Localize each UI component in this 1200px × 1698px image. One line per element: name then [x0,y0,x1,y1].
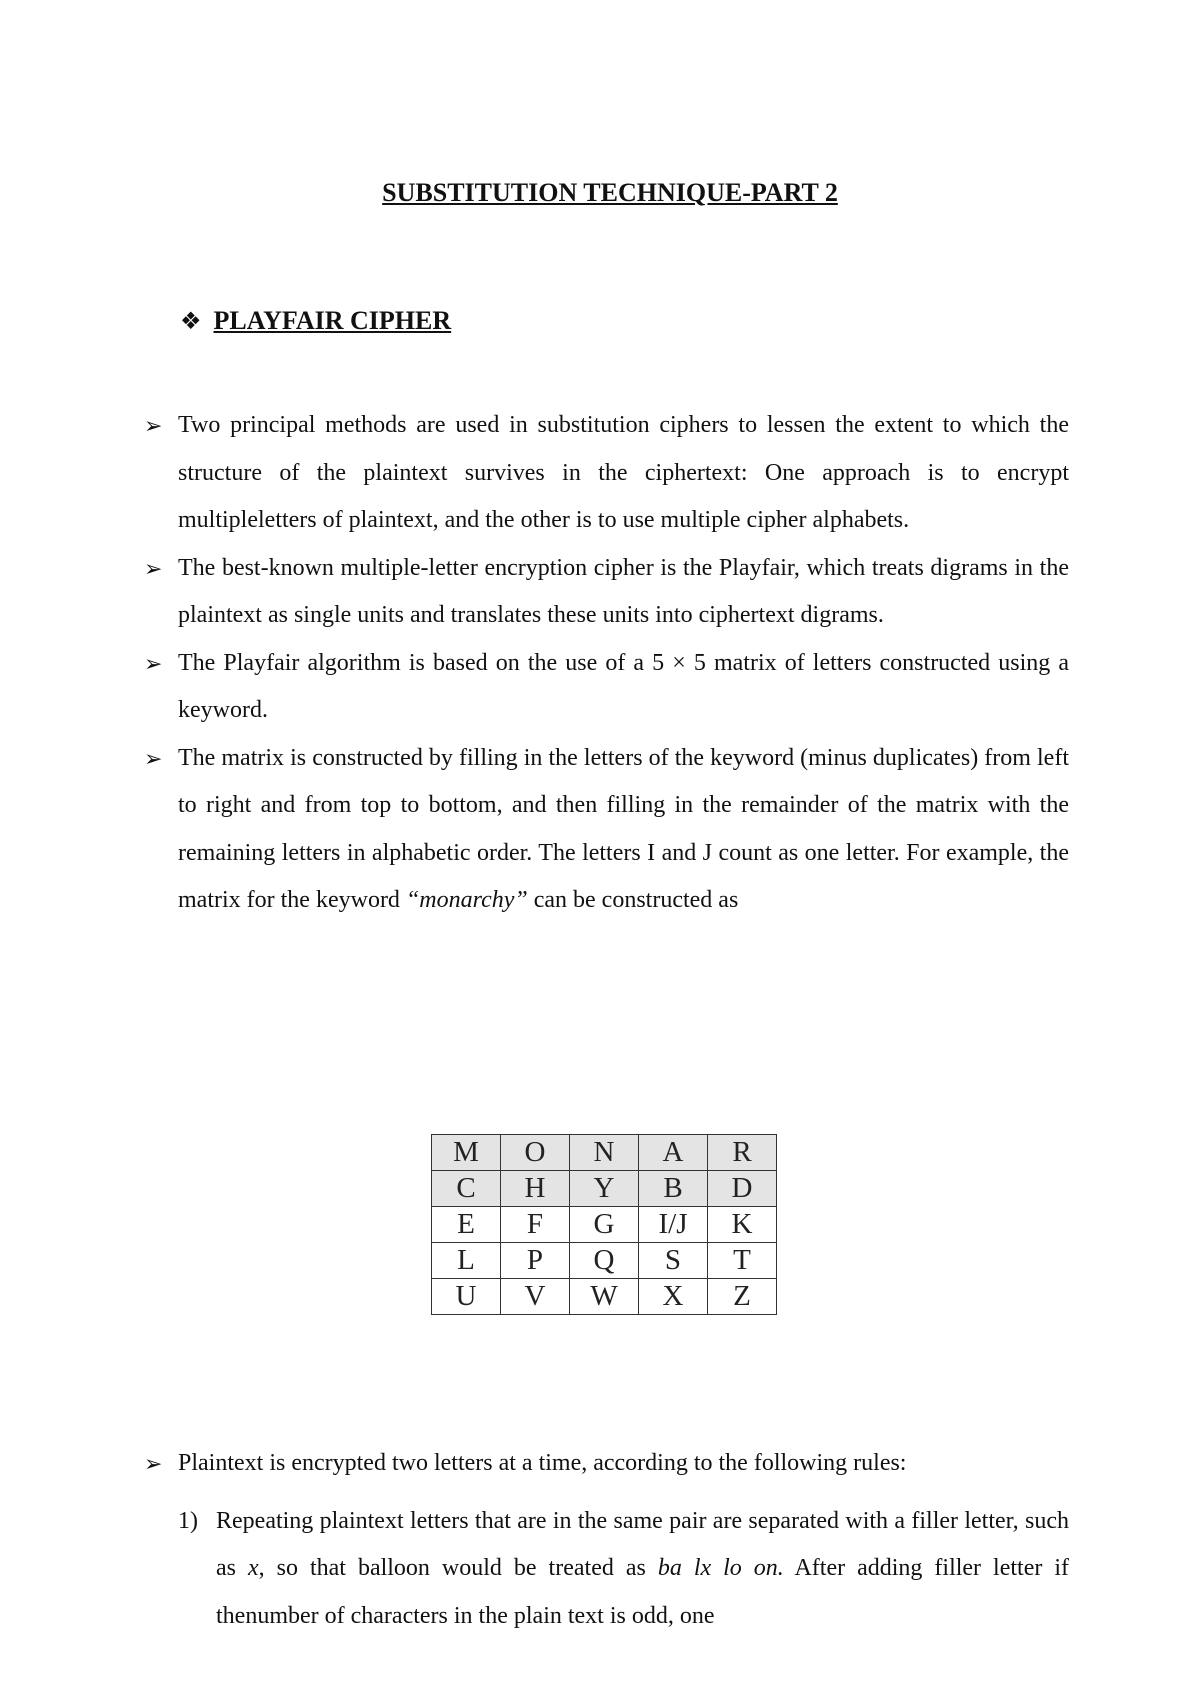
bullet-text: The best-known multiple-letter encryption cipher is the Playfair, which treats digrams in the plaintext as single units and translates these units into ciphertext digrams. [178,554,1069,628]
bullet-text: The Playfair algorithm is based on the use of a 5 × 5 matrix of letters constructed using a keyword. [178,649,1069,723]
bullet-item [144,735,1069,925]
matrix-row [432,1135,777,1171]
bullet-text: can be constructed as [527,887,739,913]
bullet-text: Two principal methods are used in substitution ciphers to lessen the extent to which the structure of the plaintext survives in the ciphertext: One approach is to encrypt multipleletters of plaintext, and the other is to use multiple cipher alphabets. [178,412,1069,533]
keyword-text: “monarchy” [405,887,528,913]
rule-number: 1) [178,1507,198,1534]
matrix-row [432,1243,777,1279]
arrow-bullet-icon: ➢ [144,1451,163,1476]
bullet-text: Plaintext is encrypted two letters at a time, according to the following rules: [178,1450,907,1476]
section-heading-label: PLAYFAIR CIPHER [213,306,452,335]
matrix-cell: S [639,1243,708,1279]
matrix-cell: N [570,1135,639,1171]
rule-text: Repeating plaintext letters that are in the same pair are separated with a filler letter, such as [216,1507,1069,1581]
matrix-cell: Y [570,1171,639,1207]
matrix-cell: W [570,1279,639,1315]
matrix-cell: M [432,1135,501,1171]
matrix-row [432,1171,777,1207]
matrix-row [432,1279,777,1315]
matrix-cell: L [432,1243,501,1279]
matrix-cell: R [708,1135,777,1171]
matrix-cell: A [639,1135,708,1171]
matrix-cell: K [708,1207,777,1243]
rule-item [178,1498,1069,1641]
diamond-bullet-icon: ❖ [180,308,202,335]
arrow-bullet-icon: ➢ [144,555,163,581]
playfair-matrix [431,1134,777,1315]
matrix-cell: C [432,1171,501,1207]
rule-text: After adding filler letter if thenumber of characters in the plain text is odd, one [216,1555,1069,1629]
bullet-list [144,402,1069,925]
matrix-cell: F [501,1207,570,1243]
rule-text: , so that balloon would be treated as [258,1555,658,1581]
matrix-cell: O [501,1135,570,1171]
bullet-item [144,545,1069,640]
bullet-item [144,1440,1069,1488]
rules-list [144,1440,1069,1640]
arrow-bullet-icon: ➢ [144,413,163,438]
matrix-cell: G [570,1207,639,1243]
matrix-cell: U [432,1279,501,1315]
bullet-item [144,402,1069,545]
matrix-cell: I/J [639,1207,708,1243]
arrow-bullet-icon: ➢ [144,650,163,676]
filler-letter: x [247,1555,259,1581]
bullet-item [144,640,1069,735]
bullet-text: The matrix is constructed by filling in the letters of the keyword (minus duplicates) from left to right and from top to bottom, and then filling in the remainder of the matrix with the remaining letters in alphabetic order. The letters I and J count as one letter. For example, the matrix for the keyword [178,744,1069,913]
matrix-cell: E [432,1207,501,1243]
matrix-cell: H [501,1171,570,1207]
example-text: ba lx lo on. [657,1555,784,1581]
matrix-row [432,1207,777,1243]
matrix-cell: X [639,1279,708,1315]
matrix-cell: Q [570,1243,639,1279]
matrix-cell: B [639,1171,708,1207]
matrix-cell: T [708,1243,777,1279]
section-heading [180,306,451,336]
matrix-cell: P [501,1243,570,1279]
arrow-bullet-icon: ➢ [144,745,163,771]
matrix-cell: D [708,1171,777,1207]
matrix-cell: Z [708,1279,777,1315]
page-title: SUBSTITUTION TECHNIQUE-PART 2 [382,178,838,207]
matrix-cell: V [501,1279,570,1315]
